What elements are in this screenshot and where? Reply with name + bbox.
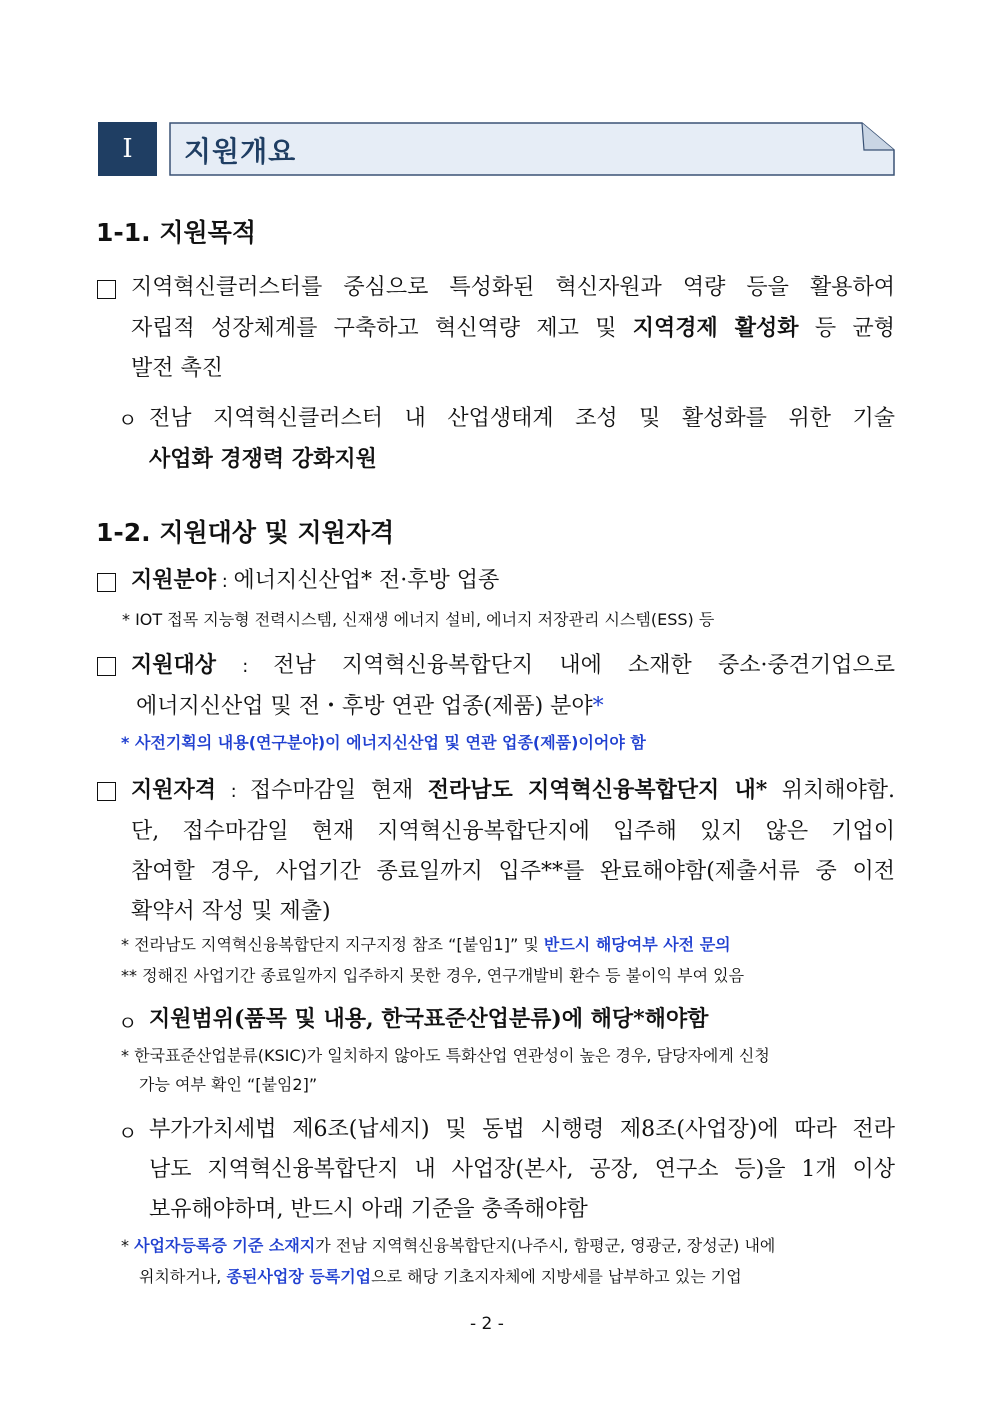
circle-bullet: ㅇ <box>118 408 138 432</box>
qualification-line-4: 확약서 작성 및 제출) <box>131 899 331 924</box>
support-field-line: 지원분야 : 에너지신산업* 전·후방 업종 <box>131 567 500 593</box>
section-number-badge: I <box>98 122 157 176</box>
support-field-note: * IOT 접목 지능형 전력시스템, 신재생 에너지 설비, 에너지 저장관리 시스템(ESS) 등 <box>122 610 715 629</box>
qualification-line-3: 참여할 경우, 사업기간 종료일까지 입주**를 완료해야함(제출서류 중 이전 <box>131 859 895 884</box>
circle-bullet: ㅇ <box>118 1121 138 1145</box>
heading-target-eligibility: 1-2. 지원대상 및 지원자격 <box>96 518 395 547</box>
qualification-note-2: ** 정해진 사업기간 종료일까지 입주하지 못한 경우, 연구개발비 환수 등 불이익 부여 있음 <box>121 966 745 985</box>
purpose-line-2: 자립적 성장체계를 구축하고 혁신역량 제고 및 지역경제 활성화 등 균형 <box>131 315 895 341</box>
scope-note-line-2: 가능 여부 확인 “[붙임2]” <box>139 1075 318 1094</box>
support-target-note: * 사전기획의 내용(연구분야)이 에너지신산업 및 연관 업종(제품)이어야 함 <box>121 733 646 752</box>
purpose-sub-line-2: 사업화 경쟁력 강화지원 <box>149 446 377 472</box>
square-bullet <box>97 657 116 676</box>
support-field-label: 지원분야 <box>131 567 217 593</box>
purpose-line-1: 지역혁신클러스터를 중심으로 특성화된 혁신자원과 역량 등을 활용하여 <box>131 275 895 300</box>
purpose-emphasis: 지역경제 활성화 <box>632 315 799 341</box>
qualification-note-1: * 전라남도 지역혁신융복합단지 지구지정 참조 “[붙임1]” 및 반드시 해당여부 사전 문의 <box>121 935 731 954</box>
vat-note-line-1: * 사업자등록증 기준 소재지가 전남 지역혁신융복합단지(나주시, 함평군, 영광군, 장성군) 내에 <box>121 1236 776 1255</box>
square-bullet <box>97 782 116 801</box>
qualification-label: 지원자격 <box>131 777 217 803</box>
support-target-line-1: 지원대상 : 전남 지역혁신융복합단지 내에 소재한 중소·중견기업으로 <box>131 652 895 678</box>
circle-bullet: ㅇ <box>118 1011 138 1035</box>
purpose-sub-line-1: 전남 지역혁신클러스터 내 산업생태계 조성 및 활성화를 위한 기술 <box>149 406 895 431</box>
vat-requirement-line-1: 부가가치세법 제6조(납세지) 및 동법 시행령 제8조(사업장)에 따라 전라 <box>149 1117 895 1142</box>
scope-note-line-1: * 한국표준산업분류(KSIC)가 일치하지 않아도 특화산업 연관성이 높은 경우, 담당자에게 신청 <box>121 1046 770 1065</box>
qualification-line-2: 단, 접수마감일 현재 지역혁신융복합단지에 입주해 있지 않은 기업이 <box>131 819 895 844</box>
vat-requirement-line-2: 남도 지역혁신융복합단지 내 사업장(본사, 공장, 연구소 등)을 1개 이상 <box>149 1157 895 1182</box>
vat-note-line-2: 위치하거나, 종된사업장 등록기업으로 해당 기초지자체에 지방세를 납부하고 있는 기업 <box>139 1267 742 1286</box>
page-number: - 2 - <box>470 1314 504 1334</box>
qualification-line-1: 지원자격 : 접수마감일 현재 전라남도 지역혁신융복합단지 내* 위치해야함. <box>131 777 896 803</box>
support-target-label: 지원대상 <box>131 652 217 678</box>
vat-requirement-line-3: 보유해야하며, 반드시 아래 기준을 충족해야함 <box>149 1197 588 1222</box>
scope-requirement: 지원범위(품목 및 내용, 한국표준산업분류)에 해당*해야함 <box>149 1006 709 1032</box>
heading-support-purpose: 1-1. 지원목적 <box>96 218 256 247</box>
purpose-line-3: 발전 촉진 <box>131 356 224 381</box>
square-bullet <box>97 280 116 299</box>
support-target-line-2: 에너지신산업 및 전・후방 연관 업종(제품) 분야* <box>136 694 604 719</box>
square-bullet <box>97 573 116 592</box>
support-field-text: 에너지신산업* 전·후방 업종 <box>233 568 500 593</box>
section-title: 지원개요 <box>184 135 297 168</box>
